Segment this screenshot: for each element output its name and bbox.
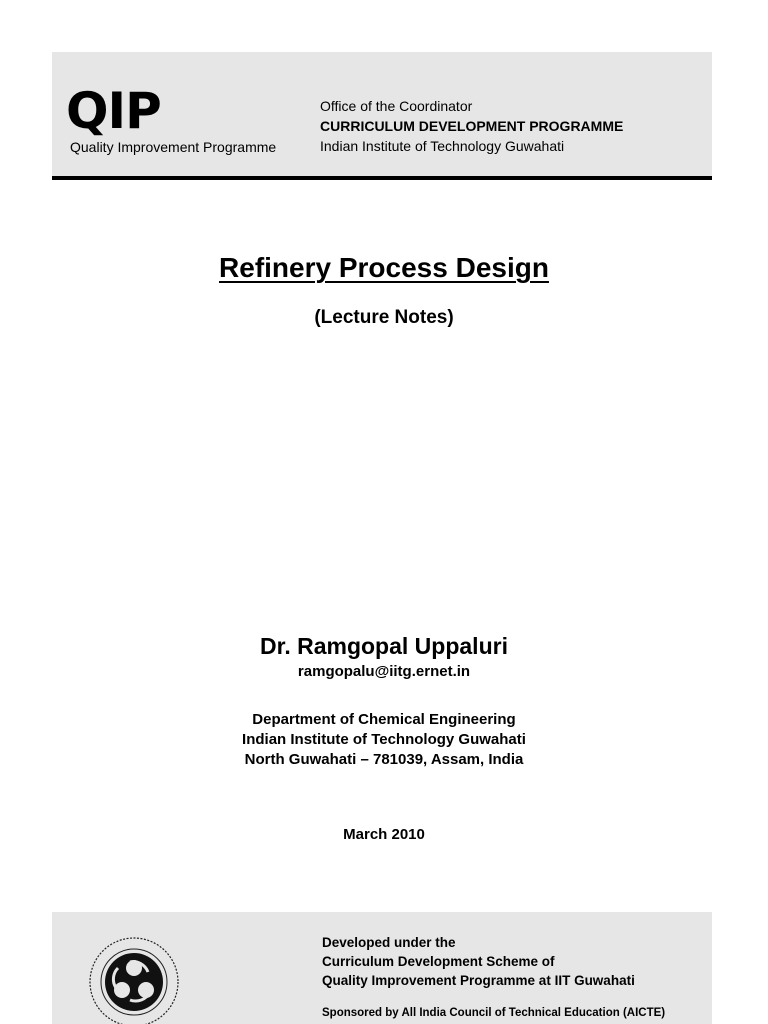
publication-date: March 2010	[343, 826, 425, 843]
qip-tagline: Quality Improvement Programme	[70, 139, 277, 155]
office-line-2: CURRICULUM DEVELOPMENT PROGRAMME	[320, 118, 624, 134]
qip-logo: QIP	[66, 82, 161, 140]
footer-line-1: Developed under the	[322, 935, 456, 950]
coordinator-office-block	[320, 96, 623, 156]
author-name: Dr. Ramgopal Uppaluri	[260, 633, 508, 659]
document-subtitle: (Lecture Notes)	[314, 307, 454, 328]
footer-line-3: Quality Improvement Programme at IIT Guwahati	[322, 973, 635, 988]
header-rule	[52, 176, 712, 180]
office-line-1: Office of the Coordinator	[320, 98, 473, 114]
document-title: Refinery Process Design	[219, 252, 549, 283]
footer-sponsor: Sponsored by All India Council of Technical Education (AICTE)	[322, 1007, 666, 1019]
author-email: ramgopalu@iitg.ernet.in	[297, 663, 471, 680]
office-line-3: Indian Institute of Technology Guwahati	[320, 138, 565, 154]
address-line-1: Department of Chemical Engineering	[252, 711, 516, 728]
address-line-2: Indian Institute of Technology Guwahati	[242, 731, 526, 748]
footer-line-2: Curriculum Development Scheme of	[322, 954, 555, 969]
address-line-3: North Guwahati – 781039, Assam, India	[244, 751, 524, 768]
iit-guwahati-emblem-icon	[80, 928, 188, 1024]
footer-development-note	[322, 933, 635, 990]
author-address	[0, 710, 768, 770]
